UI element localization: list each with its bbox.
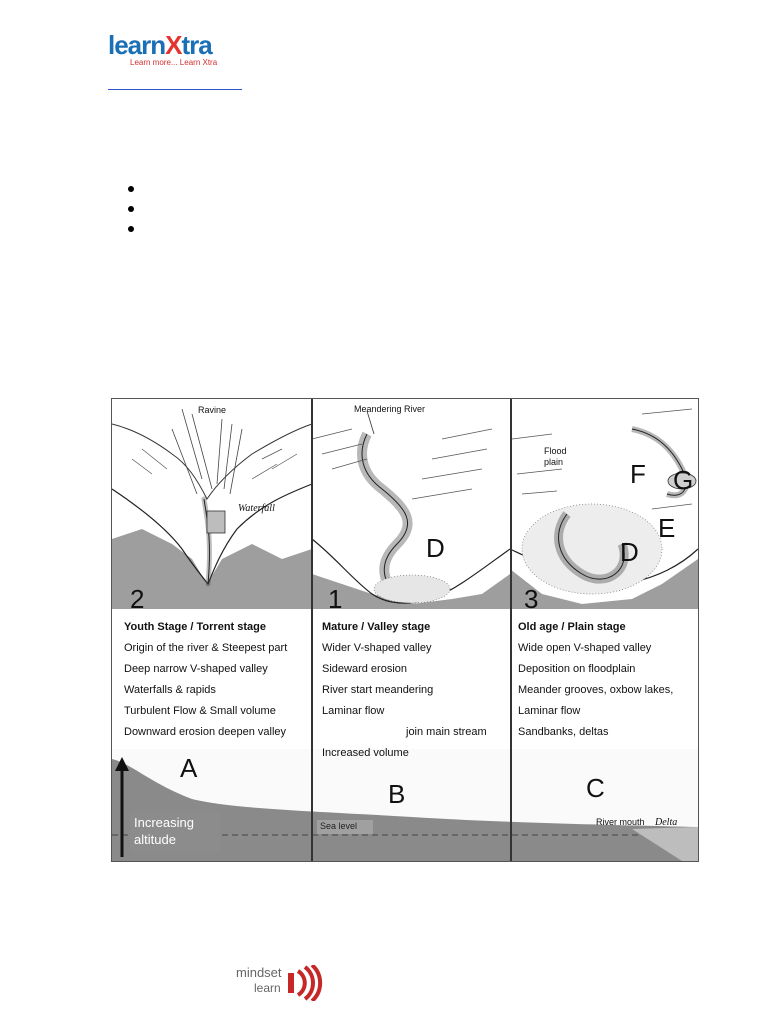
old-stage-heading: Old age / Plain stage: [518, 621, 626, 633]
bullet-item: [128, 206, 134, 212]
label-e: E: [658, 513, 676, 543]
youth-stage-line: Downward erosion deepen valley: [124, 726, 287, 738]
mature-stage-column: [322, 617, 512, 764]
old-stage-column: [518, 617, 699, 743]
mindset-learn-logo: [236, 963, 332, 1003]
stage-number-old: 3: [524, 584, 539, 614]
youth-stage-line: Waterfalls & rapids: [124, 684, 216, 696]
ravine-label: Ravine: [198, 405, 227, 415]
increasing-altitude-box: [130, 812, 220, 852]
footer-brand-top: mindset: [236, 965, 282, 980]
delta-label: Delta: [655, 817, 678, 828]
learnxtra-logo: [108, 30, 238, 70]
mature-stage-heading: Mature / Valley stage: [322, 621, 431, 633]
flood-plain-label-line1: Flood: [544, 446, 567, 456]
profile-letter-b: B: [388, 779, 406, 809]
old-stage-line: Laminar flow: [518, 705, 581, 717]
logo-wordmark-x: X: [165, 30, 182, 60]
old-stage-line: Wide open V-shaped valley: [518, 642, 652, 654]
youth-stage-line: Turbulent Flow & Small volume: [124, 705, 276, 717]
logo-tagline: Learn more... Learn Xtra: [130, 58, 218, 67]
youth-stage-line: Origin of the river & Steepest part: [124, 642, 288, 654]
bullet-item: [128, 186, 134, 192]
altitude-label: altitude: [134, 832, 176, 847]
header-rule: [108, 89, 242, 90]
stage-number-youth: 2: [130, 584, 145, 614]
old-stage-line: Meander grooves, oxbow lakes,: [518, 684, 674, 696]
increasing-label: Increasing: [134, 815, 194, 830]
bullet-list: [128, 186, 134, 246]
label-d-old: D: [620, 537, 639, 567]
logo-wordmark: [108, 30, 212, 60]
youth-stage-column: [124, 617, 314, 743]
mature-stage-line: join main stream: [406, 726, 487, 738]
mature-stage-line: Laminar flow: [322, 705, 385, 717]
mature-stage-line: Increased volume: [322, 747, 409, 759]
stage-number-mature: 1: [328, 584, 343, 614]
youth-stage-line: Deep narrow V-shaped valley: [124, 663, 268, 675]
old-stage-line: Sandbanks, deltas: [518, 726, 609, 738]
label-g: G: [673, 465, 694, 495]
flood-plain-label-line2: plain: [544, 457, 564, 467]
mature-stage-line: Sideward erosion: [322, 663, 407, 675]
logo-wordmark-learn: learn: [108, 30, 166, 60]
old-stage-line: Deposition on floodplain: [518, 663, 636, 675]
footer-brand-bottom: learn: [254, 981, 281, 995]
mature-stage-line: River start meandering: [322, 684, 434, 696]
sea-level-label: Sea level: [320, 821, 358, 831]
meandering-river-label: Meandering River: [354, 404, 426, 414]
river-mouth-label: River mouth: [596, 817, 645, 827]
youth-stage-heading: Youth Stage / Torrent stage: [124, 621, 266, 633]
waterfall-label: Waterfall: [238, 503, 275, 514]
profile-letter-a: A: [180, 753, 198, 783]
label-d-mature: D: [426, 533, 445, 563]
logo-wordmark-tra: tra: [181, 30, 212, 60]
sea-level-box: [317, 820, 373, 834]
sound-waves-icon: [288, 965, 328, 1001]
river-stages-diagram: [111, 398, 699, 862]
mature-stage-line: Wider V-shaped valley: [322, 642, 432, 654]
label-f: F: [630, 459, 646, 489]
profile-letter-c: C: [586, 773, 605, 803]
bullet-item: [128, 226, 134, 232]
